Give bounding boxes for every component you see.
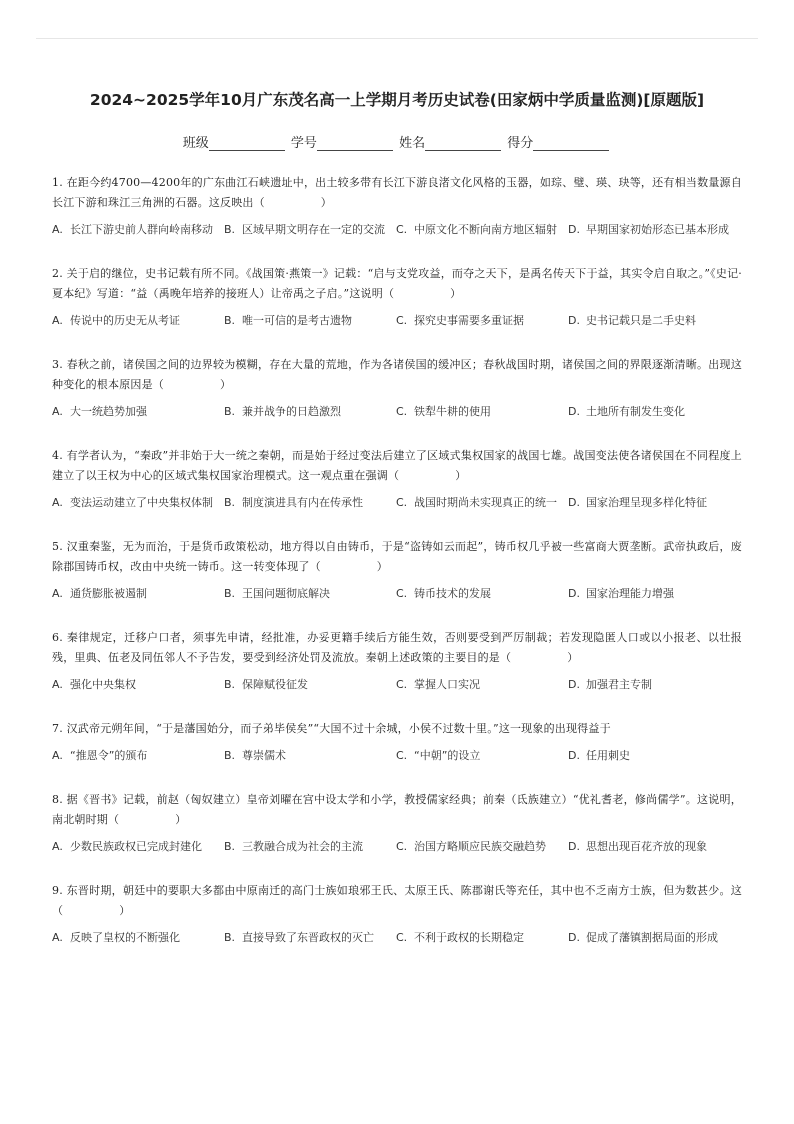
option-text: 制度演进具有内在传承性	[242, 496, 363, 509]
question-stem: 4. 有学者认为，“秦政”并非始于大一统之秦朝，而是始于经过变法后建立了区域式集权国家的战国七雄。战国变法使各诸侯国在不同程度上建立了以王权为中心的区域式集权国家治理模式。这一观点重在强调（ ）	[52, 449, 742, 482]
option-letter: C.	[396, 931, 408, 944]
option-text: 王国问题彻底解决	[242, 587, 330, 600]
question-stem: 3. 春秋之前，诸侯国之间的边界较为模糊，存在大量的荒地，作为各诸侯国的缓冲区；春秋战国时期，诸侯国之间的界限逐渐清晰。出现这种变化的根本原因是（ ）	[52, 358, 742, 391]
student-info-row	[52, 132, 742, 151]
answer-options	[52, 312, 742, 330]
option-c[interactable]	[396, 747, 568, 765]
option-letter: A.	[52, 405, 63, 418]
option-text: 传说中的历史无从考证	[70, 314, 180, 327]
option-a[interactable]	[52, 585, 224, 603]
option-text: 促成了藩镇割据局面的形成	[586, 931, 718, 944]
option-a[interactable]	[52, 221, 224, 239]
option-text: 土地所有制发生变化	[586, 405, 685, 418]
answer-options	[52, 747, 742, 765]
class-field	[183, 132, 287, 151]
option-a[interactable]	[52, 747, 224, 765]
option-letter: A.	[52, 678, 63, 691]
score-field	[507, 132, 611, 151]
option-c[interactable]	[396, 929, 568, 947]
option-text: 兼并战争的日趋激烈	[242, 405, 341, 418]
option-letter: B.	[224, 931, 236, 944]
option-a[interactable]	[52, 676, 224, 694]
option-c[interactable]	[396, 585, 568, 603]
question-stem: 6. 秦律规定，迁移户口者，须事先申请，经批准，办妥更籍手续后方能生效，否则要受到严厉制裁；若发现隐匿人口或以小报老、以壮报残，里典、伍老及同伍邻人不予告发，要受到经济处罚及流放。秦朝上述政策的主要目的是（ ）	[52, 631, 742, 664]
question-stem: 7. 汉武帝元朔年间，“于是藩国始分，而子弟毕侯矣”“大国不过十余城，小侯不过数十里。”这一现象的出现得益于	[52, 722, 611, 735]
option-text: “中朝”的设立	[414, 749, 481, 762]
question-list	[52, 173, 742, 947]
option-letter: D.	[568, 749, 580, 762]
option-c[interactable]	[396, 494, 568, 512]
option-d[interactable]	[568, 221, 740, 239]
option-text: 治国方略顺应民族交融趋势	[414, 840, 546, 853]
option-letter: A.	[52, 314, 63, 327]
option-c[interactable]	[396, 676, 568, 694]
option-text: 反映了皇权的不断强化	[70, 931, 180, 944]
option-text: 三教融合成为社会的主流	[242, 840, 363, 853]
option-text: 长江下游史前人群向岭南移动	[70, 223, 213, 236]
name-label: 姓名	[399, 136, 426, 151]
option-letter: C.	[396, 496, 408, 509]
option-a[interactable]	[52, 403, 224, 421]
option-a[interactable]	[52, 929, 224, 947]
option-text: 变法运动建立了中央集权体制	[70, 496, 213, 509]
option-text: 保障赋役征发	[242, 678, 308, 691]
answer-options	[52, 676, 742, 694]
option-letter: C.	[396, 314, 408, 327]
answer-options	[52, 838, 742, 856]
option-text: 任用刺史	[586, 749, 630, 762]
question-stem: 5. 汉重秦鉴，无为而治，于是货币政策松动，地方得以自由铸币，于是“盗铸如云而起”，铸币权几乎被一些富商大贾垄断。武帝执政后，废除郡国铸币权，改由中央统一铸币。这一转变体现了（ ）	[52, 540, 742, 573]
option-letter: A.	[52, 587, 63, 600]
option-letter: B.	[224, 223, 236, 236]
answer-options	[52, 221, 742, 239]
option-d[interactable]	[568, 403, 740, 421]
option-b[interactable]	[224, 221, 396, 239]
option-d[interactable]	[568, 929, 740, 947]
option-letter: B.	[224, 678, 236, 691]
student-id-field	[291, 132, 395, 151]
option-letter: A.	[52, 749, 63, 762]
option-letter: D.	[568, 223, 580, 236]
answer-options	[52, 494, 742, 512]
option-letter: A.	[52, 840, 63, 853]
question-4	[52, 446, 742, 512]
option-letter: C.	[396, 223, 408, 236]
option-b[interactable]	[224, 585, 396, 603]
option-letter: A.	[52, 223, 63, 236]
option-text: 思想出现百花齐放的现象	[586, 840, 707, 853]
option-d[interactable]	[568, 494, 740, 512]
option-letter: C.	[396, 678, 408, 691]
option-b[interactable]	[224, 747, 396, 765]
option-a[interactable]	[52, 312, 224, 330]
question-stem: 9. 东晋时期，朝廷中的要职大多都由中原南迁的高门士族如琅邪王氏、太原王氏、陈郡谢氏等充任，其中也不乏南方士族，但为数甚少。这（ ）	[52, 884, 742, 917]
option-d[interactable]	[568, 676, 740, 694]
option-a[interactable]	[52, 838, 224, 856]
option-text: 唯一可信的是考古遗物	[242, 314, 352, 327]
exam-title: 2024~2025学年10月广东茂名高一上学期月考历史试卷(田家炳中学质量监测)[原题版]	[89, 91, 705, 109]
option-text: 中原文化不断向南方地区辐射	[414, 223, 557, 236]
option-text: 不利于政权的长期稳定	[414, 931, 524, 944]
option-b[interactable]	[224, 929, 396, 947]
option-text: 铸币技术的发展	[414, 587, 491, 600]
question-1	[52, 173, 742, 239]
option-d[interactable]	[568, 312, 740, 330]
option-letter: B.	[224, 314, 236, 327]
option-letter: B.	[224, 749, 236, 762]
option-text: 掌握人口实况	[414, 678, 480, 691]
question-2	[52, 264, 742, 330]
question-stem: 1. 在距今约4700—4200年的广东曲江石峡遗址中，出土较多带有长江下游良渚文化风格的玉器，如琮、璧、瑛、玦等，还有相当数量源自长江下游和珠江三角洲的石器。这反映出（ ）	[52, 176, 742, 209]
option-letter: A.	[52, 931, 63, 944]
question-5	[52, 537, 742, 603]
option-d[interactable]	[568, 838, 740, 856]
option-letter: C.	[396, 840, 408, 853]
option-letter: D.	[568, 496, 580, 509]
exam-page	[52, 88, 742, 972]
option-text: 少数民族政权已完成封建化	[70, 840, 202, 853]
option-text: 国家治理呈现多样化特征	[586, 496, 707, 509]
question-6	[52, 628, 742, 694]
option-letter: D.	[568, 587, 580, 600]
option-letter: D.	[568, 314, 580, 327]
option-c[interactable]	[396, 221, 568, 239]
option-b[interactable]	[224, 494, 396, 512]
question-8	[52, 790, 742, 856]
option-b[interactable]	[224, 676, 396, 694]
option-c[interactable]	[396, 838, 568, 856]
student-id-blank[interactable]	[317, 136, 393, 151]
option-c[interactable]	[396, 312, 568, 330]
option-text: 战国时期尚未实现真正的统一	[414, 496, 557, 509]
option-letter: D.	[568, 678, 580, 691]
question-stem: 8. 据《晋书》记载，前赵（匈奴建立）皇帝刘曜在宫中设太学和小学，教授儒家经典；前秦（氐族建立）“优礼耆老，修尚儒学”。这说明，南北朝时期（ ）	[52, 793, 742, 826]
option-text: 直接导致了东晋政权的灭亡	[242, 931, 374, 944]
option-text: 大一统趋势加强	[70, 405, 147, 418]
score-blank[interactable]	[533, 136, 609, 151]
option-text: 史书记载只是二手史料	[586, 314, 696, 327]
question-7	[52, 719, 742, 765]
option-b[interactable]	[224, 312, 396, 330]
question-3	[52, 355, 742, 421]
option-text: 早期国家初始形态已基本形成	[586, 223, 729, 236]
option-letter: B.	[224, 496, 236, 509]
answer-options	[52, 929, 742, 947]
option-text: 加强君主专制	[586, 678, 652, 691]
option-a[interactable]	[52, 494, 224, 512]
option-c[interactable]	[396, 403, 568, 421]
option-text: 铁犁牛耕的使用	[414, 405, 491, 418]
class-blank[interactable]	[209, 136, 285, 151]
score-label: 得分	[507, 136, 534, 151]
option-text: 探究史事需要多重证据	[414, 314, 524, 327]
option-text: 尊崇儒术	[242, 749, 286, 762]
option-letter: D.	[568, 840, 580, 853]
option-letter: D.	[568, 931, 580, 944]
option-letter: D.	[568, 405, 580, 418]
option-letter: C.	[396, 749, 408, 762]
option-b[interactable]	[224, 403, 396, 421]
class-label: 班级	[182, 136, 209, 151]
question-9	[52, 881, 742, 947]
answer-options	[52, 403, 742, 421]
option-letter: B.	[224, 587, 236, 600]
option-text: “推恩令”的颁布	[70, 749, 148, 762]
name-field	[399, 132, 503, 151]
option-text: 通货膨胀被遏制	[70, 587, 147, 600]
option-d[interactable]	[568, 747, 740, 765]
student-id-label: 学号	[290, 136, 317, 151]
option-text: 区域早期文明存在一定的交流	[242, 223, 385, 236]
option-letter: B.	[224, 405, 236, 418]
option-letter: C.	[396, 587, 408, 600]
option-d[interactable]	[568, 585, 740, 603]
option-b[interactable]	[224, 838, 396, 856]
option-letter: C.	[396, 405, 408, 418]
option-letter: A.	[52, 496, 63, 509]
option-text: 国家治理能力增强	[586, 587, 674, 600]
answer-options	[52, 585, 742, 603]
option-letter: B.	[224, 840, 236, 853]
option-text: 强化中央集权	[70, 678, 136, 691]
header-divider	[36, 38, 758, 39]
name-blank[interactable]	[425, 136, 501, 151]
question-stem: 2. 关于启的继位，史书记载有所不同。《战国策·燕策一》记载：“启与支党攻益，而夺之天下，是禹名传天下于益，其实令启自取之。”《史记·夏本纪》写道：“益（禹晚年培养的接班人）让帝禹之子启。”这说明（ ）	[52, 267, 742, 300]
